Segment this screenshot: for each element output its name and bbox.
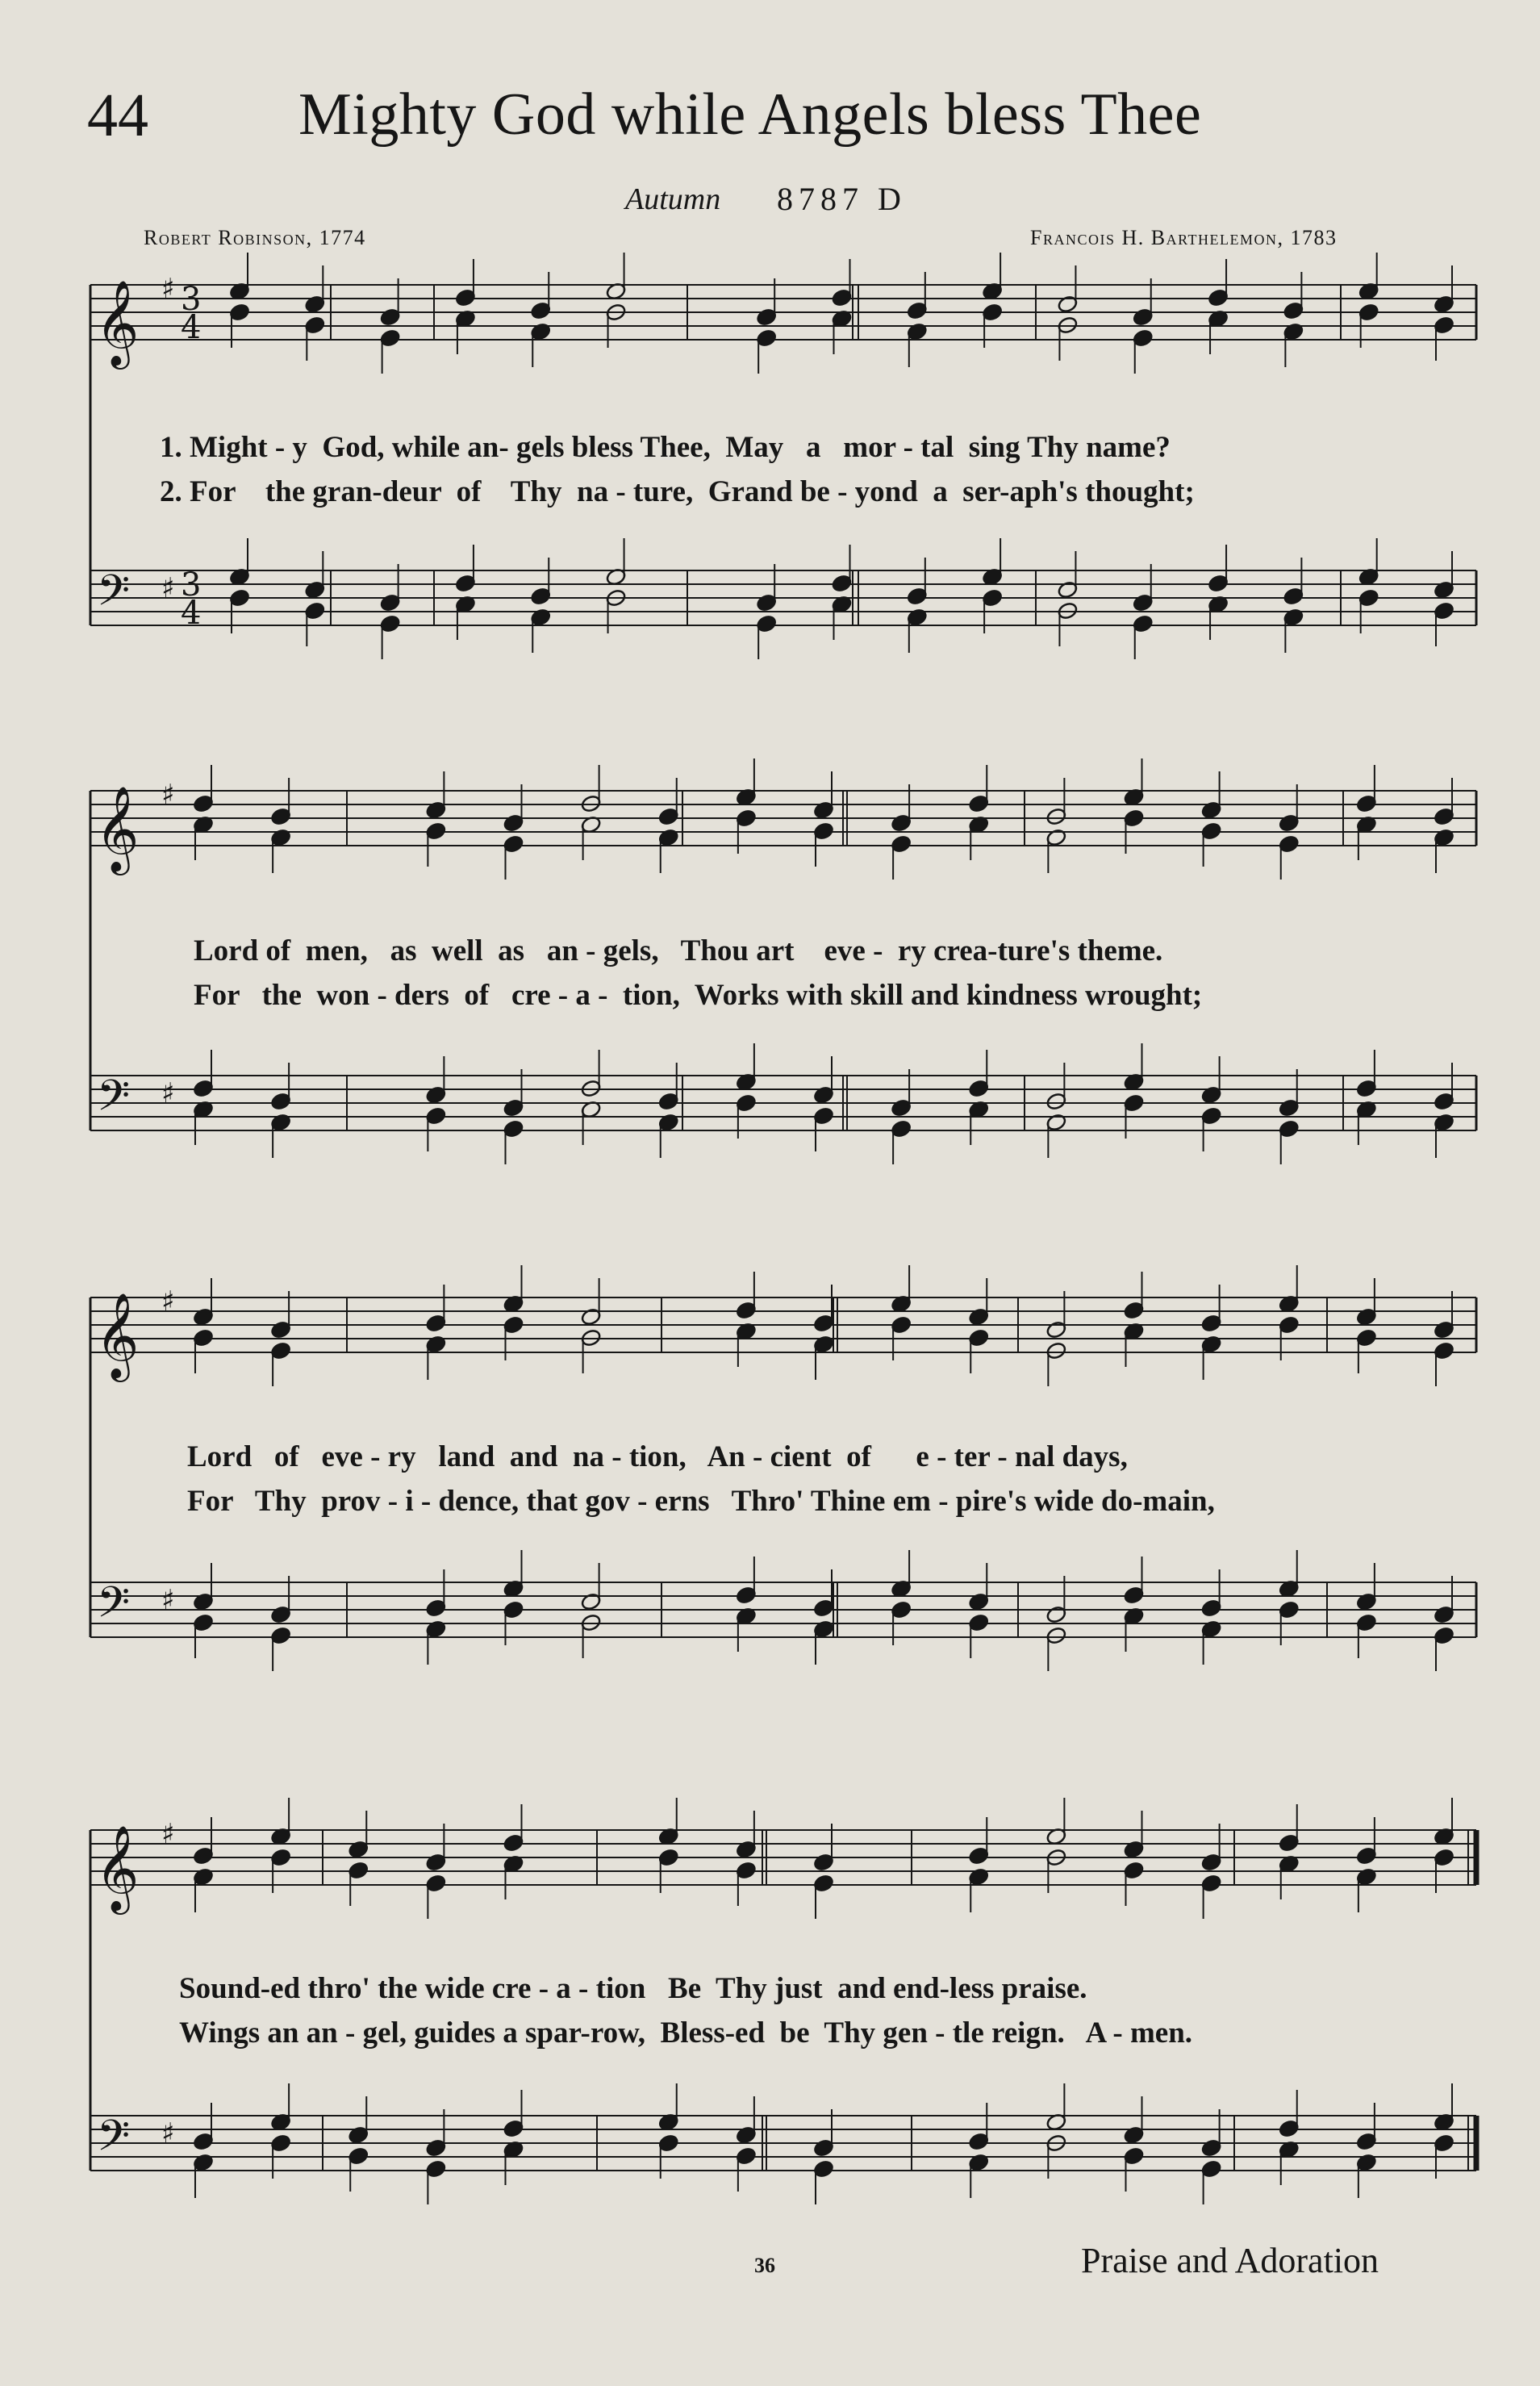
system-4-treble-staff-key-signature: ♯ <box>161 1818 175 1850</box>
system-3-verse-1: Lord of eve - ry land and na - tion, An - cient of e - ter - nal days, <box>187 1440 1128 1473</box>
system-3-treble-staff-key-signature: ♯ <box>161 1285 175 1318</box>
tune-name: Autumn <box>625 182 721 216</box>
page-number: 36 <box>754 2254 775 2277</box>
system-2-verse-2: For the won - ders of cre - a - tion, Works with skill and kindness wrought; <box>194 979 1203 1012</box>
system-3-verse-2: For Thy prov - i - dence, that gov - erns Thro' Thine em - pire's wide do-main, <box>187 1485 1215 1518</box>
system-4-bass-staff-bass-clef: 𝄢 <box>97 2112 131 2171</box>
system-3-bass-staff-bass-clef: 𝄢 <box>97 1578 131 1638</box>
system-4-treble-staff-treble-clef: 𝄞 <box>95 1824 140 1911</box>
system-2-bass-staff-bass-clef: 𝄢 <box>97 1072 131 1131</box>
section-title: Praise and Adoration <box>1081 2241 1379 2280</box>
system-2-treble-staff-key-signature: ♯ <box>161 779 175 811</box>
system-4-bass-staff-key-signature: ♯ <box>161 2117 175 2150</box>
composer-credit: Francois H. Barthelemon, 1783 <box>1030 226 1338 249</box>
system-4-verse-1: Sound-ed thro' the wide cre - a - tion Be Thy just and end-less praise. <box>179 1972 1087 2005</box>
lyricist-credit: Robert Robinson, 1774 <box>144 226 366 249</box>
system-1-verse-1: 1. Might - y God, while an- gels bless Thee, May a mor - tal sing Thy name? <box>160 431 1171 464</box>
system-1-bass-staff-time-signature-bottom: 4 <box>181 595 202 632</box>
system-1-verse-2: 2. For the gran-deur of Thy na - ture, Grand be - yond a ser-aph's thought; <box>160 475 1195 508</box>
system-1-treble-staff-key-signature: ♯ <box>161 273 175 305</box>
system-2-verse-1: Lord of men, as well as an - gels, Thou art eve - ry crea-ture's theme. <box>194 934 1163 967</box>
meter: 8787 D <box>777 181 907 217</box>
system-1-bass-staff-key-signature: ♯ <box>161 572 175 604</box>
system-4-verse-2: Wings an an - gel, guides a spar-row, Bless-ed be Thy gen - tle reign. A - men. <box>179 2016 1193 2050</box>
system-1-treble-staff-time-signature-top: 3 <box>181 281 202 318</box>
hymn-number: 44 <box>87 81 148 149</box>
system-2-treble-staff-treble-clef: 𝄞 <box>95 785 140 871</box>
system-2-bass-staff-key-signature: ♯ <box>161 1077 175 1109</box>
system-1-treble-staff-time-signature-bottom: 4 <box>181 309 202 346</box>
system-1-treble-staff-treble-clef: 𝄞 <box>95 279 140 366</box>
system-1-bass-staff-time-signature-top: 3 <box>181 566 202 604</box>
system-1-bass-staff-bass-clef: 𝄢 <box>97 566 131 626</box>
system-3-treble-staff-treble-clef: 𝄞 <box>95 1292 140 1378</box>
system-3-bass-staff-key-signature: ♯ <box>161 1584 175 1616</box>
hymn-title: Mighty God while Angels bless Thee <box>298 81 1202 148</box>
